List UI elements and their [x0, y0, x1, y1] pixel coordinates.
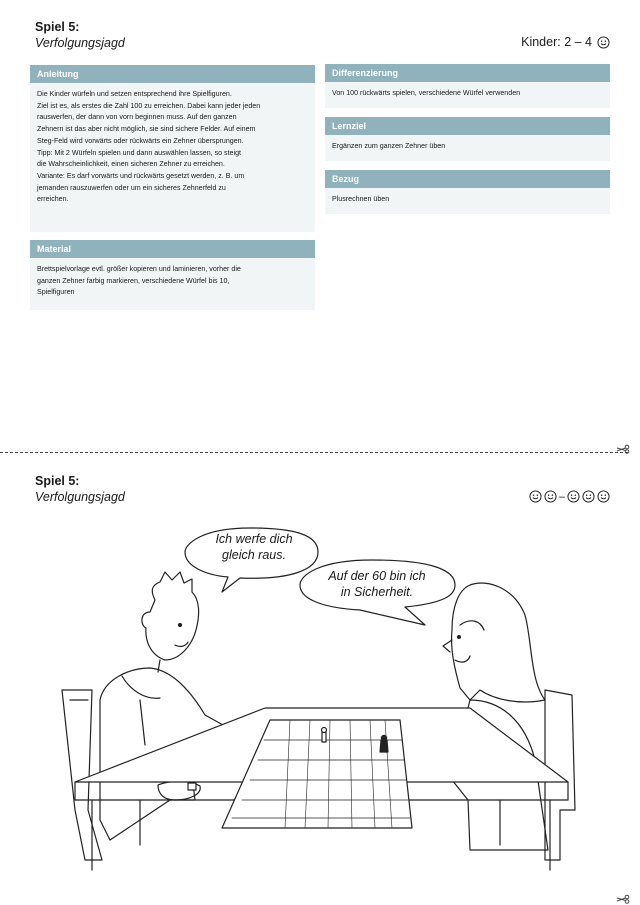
- material-heading: Material: [30, 240, 315, 258]
- bubble-line: Ich werfe dich: [215, 532, 293, 546]
- bezug-text: Plusrechnen üben: [332, 195, 390, 203]
- anleitung-line: die Wahrscheinlichkeit, einen sicheren Zehner zu erreichen.: [37, 160, 225, 169]
- difficulty-separator: –: [558, 490, 565, 503]
- bubble-line: in Sicherheit.: [340, 585, 414, 599]
- speech-bubble-boy-text: [190, 531, 318, 563]
- anleitung-line: erreichen.: [37, 195, 69, 204]
- anleitung-heading: Anleitung: [30, 65, 315, 83]
- lernziel-text: Ergänzen zum ganzen Zehner üben: [332, 142, 446, 150]
- girl-figure: [452, 583, 545, 702]
- anleitung-line: rauswerfen, der dann von vorn beginnen muss. Auf den ganzen: [37, 113, 237, 122]
- anleitung-line: Steg-Feld wird vorwärts oder rückwärts ein Zehner übersprungen.: [37, 136, 244, 145]
- scissors-icon: [616, 894, 630, 904]
- differenzierung-text: Von 100 rückwärts spielen, verschiedene Würfel verwenden: [332, 89, 521, 97]
- game-title: Verfolgungsjagd: [35, 36, 125, 50]
- anleitung-line: Ziel ist es, als erstes die Zahl 100 zu erreichen. Dabei kann jeder jeden: [37, 101, 261, 110]
- anleitung-line: Tipp: Mit 2 Würfeln spielen und dann auswählen lassen, so steigt: [37, 148, 241, 157]
- bubble-line: Auf der 60 bin ich: [328, 569, 426, 583]
- game-number-bottom: Spiel 5:: [35, 474, 80, 488]
- lernziel-heading: Lernziel: [325, 117, 610, 135]
- material-line: Brettspielvorlage evtl. größer kopieren und laminieren, vorher die: [37, 265, 241, 273]
- anleitung-line: Die Kinder würfeln und setzen entsprechend ihre Spielfiguren.: [37, 90, 232, 98]
- game-number: Spiel 5:: [35, 20, 80, 34]
- differenzierung-heading: Differenzierung: [325, 64, 610, 82]
- game-title-bottom: Verfolgungsjagd: [35, 490, 125, 504]
- bezug-heading: Bezug: [325, 170, 610, 188]
- anleitung-line: Zehnern ist das aber nicht möglich, sie sind sichere Felder. Auf einem: [37, 125, 256, 134]
- players-count: Kinder: 2 – 4: [521, 35, 592, 49]
- material-line: ganzen Zehner farbig markieren, verschiedene Würfel bis 10,: [37, 276, 230, 285]
- anleitung-line: jemanden rauszuwerfen oder um ein sicheres Zehnerfeld zu: [37, 183, 226, 192]
- anleitung-line: Variante: Es darf vorwärts und rückwärts gesetzt werden, z. B. um: [37, 171, 245, 180]
- material-line: Spielfiguren: [37, 288, 75, 297]
- bubble-line: gleich raus.: [222, 548, 286, 562]
- speech-bubble-girl-text: [307, 568, 447, 600]
